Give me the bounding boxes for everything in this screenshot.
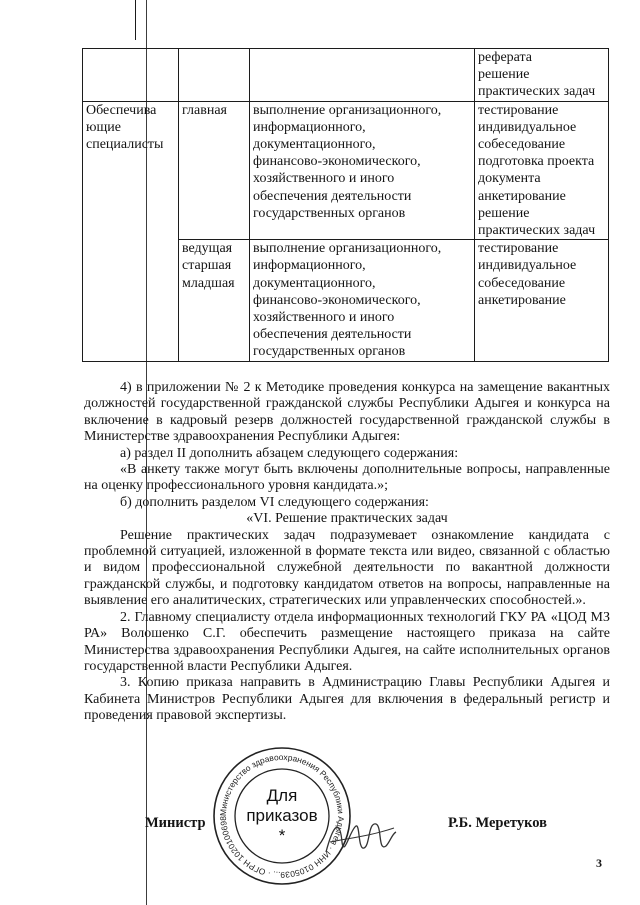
cell-text: финансово-экономического, — [253, 292, 421, 308]
requirements-table — [82, 48, 609, 362]
seal-line-2: приказов — [246, 806, 318, 825]
cell-text: выполнение организационного, — [253, 102, 442, 118]
cell-text: выполнение организационного, — [253, 241, 442, 257]
table-cell-group — [179, 101, 250, 240]
cell-text: документационного, — [253, 275, 376, 291]
cell-text: реферата — [478, 50, 533, 65]
cell-text: информационного, — [253, 258, 366, 274]
paragraph-a: а) раздел II дополнить абзацем следующего содержания: — [120, 445, 459, 461]
section-heading: «VI. Решение практических задач — [246, 511, 448, 527]
cell-text: информационного, — [253, 119, 366, 135]
cell-text: государственных органов — [253, 205, 406, 221]
table-cell-activity — [250, 101, 475, 240]
seal-line-1: Для — [266, 786, 298, 805]
cell-text: хозяйственного и иного — [253, 310, 395, 326]
page-number: 3 — [596, 856, 602, 870]
cell-text: собеседование — [478, 137, 566, 153]
paragraph-b: б) дополнить разделом VI следующего содержания: — [120, 494, 429, 510]
signatory-title: Министр — [145, 815, 206, 831]
body-text — [84, 380, 610, 725]
cell-text: решение — [478, 67, 530, 83]
cell-text: практических задач — [478, 84, 596, 100]
cell-text: индивидуальное — [478, 258, 577, 274]
cell-text: анкетирование — [478, 188, 566, 204]
paragraph-item-3: 3. Копию приказа направить в Администрацию Главы Республики Адыгея и Кабинета Министров Республики Адыгея для включения в федеральный регистр и проведения правовой экспертизы. — [84, 675, 610, 724]
cell-text: подготовка проекта — [478, 154, 595, 170]
signatory-name: Р.Б. Меретуков — [448, 815, 548, 831]
table-cell-category — [83, 101, 179, 361]
table-row — [83, 101, 609, 240]
cell-text: финансово-экономического, — [253, 154, 421, 170]
cell-text: индивидуальное — [478, 119, 577, 135]
cell-text: хозяйственного и иного — [253, 171, 395, 187]
table-cell-methods — [475, 101, 609, 240]
table-cell — [250, 49, 475, 102]
table-cell — [475, 49, 609, 102]
table-cell — [83, 49, 179, 102]
cell-text: ющие — [86, 119, 121, 135]
paragraph-item-2: 2. Главному специалисту отдела информационных технологий ГКУ РА «ЦОД МЗ РА» Волошенко С.Г. обеспечить размещение настоящего приказа на сайте Министерства здравоохранения Республики Адыгея, на сайте исполнительных органов государственной власти Республики Адыгея. — [84, 609, 610, 674]
cell-text: анкетирование — [478, 292, 566, 308]
cell-text: тестирование — [478, 102, 559, 118]
paragraph-section-vi: Решение практических задач подразумевает ознакомление кандидата с проблемной ситуацией, изложенной в формате текста или видео, связанной с областью и видом профессиональной служебной деятельности по вакантной должности гражданской службы, и подготовку кандидатом ответов на вопросы, направленные на выявление его аналитических, стратегических или управленческих способностей.». — [84, 527, 610, 609]
cell-text: собеседование — [478, 275, 566, 291]
paragraph-amendment-4: 4) в приложении № 2 к Методике проведения конкурса на замещение вакантных должностей государственной гражданской службы Республики Адыгея и конкурса на включение в кадровый резерв должностей государственной гражданской службы в Министерстве здравоохранения Республики Адыгея: — [84, 380, 610, 445]
cell-text: Обеспечива — [86, 102, 157, 118]
cell-text: решение — [478, 205, 530, 221]
cell-text: практических задач — [478, 223, 596, 239]
table-row — [83, 49, 609, 102]
cell-text: специалисты — [86, 137, 164, 153]
cell-text: младшая — [182, 275, 235, 291]
cell-text: обеспечения деятельности — [253, 188, 412, 204]
cell-text: главная — [182, 102, 227, 118]
scan-margin-line-top — [135, 0, 136, 40]
table-cell-activity — [250, 240, 475, 361]
table-cell — [179, 49, 250, 102]
cell-text: ведущая — [182, 241, 233, 257]
cell-text: тестирование — [478, 241, 559, 257]
cell-text: документационного, — [253, 137, 376, 153]
table-cell-group — [179, 240, 250, 361]
table-cell-methods — [475, 240, 609, 361]
handwritten-signature-icon — [320, 812, 400, 862]
paragraph-a-quote: «В анкету также могут быть включены дополнительные вопросы, направленные на оценку профессионального уровня кандидата.»; — [84, 462, 610, 494]
seal-star: * — [278, 826, 286, 845]
cell-text: старшая — [182, 258, 232, 274]
cell-text: обеспечения деятельности — [253, 327, 412, 343]
cell-text: документа — [478, 171, 541, 187]
cell-text: государственных органов — [253, 344, 406, 360]
seal-ring-text: Министерство здравоохранения Республики Адыгея · ИНН 0105039... · ОГРН 1020100698 — [217, 751, 347, 881]
